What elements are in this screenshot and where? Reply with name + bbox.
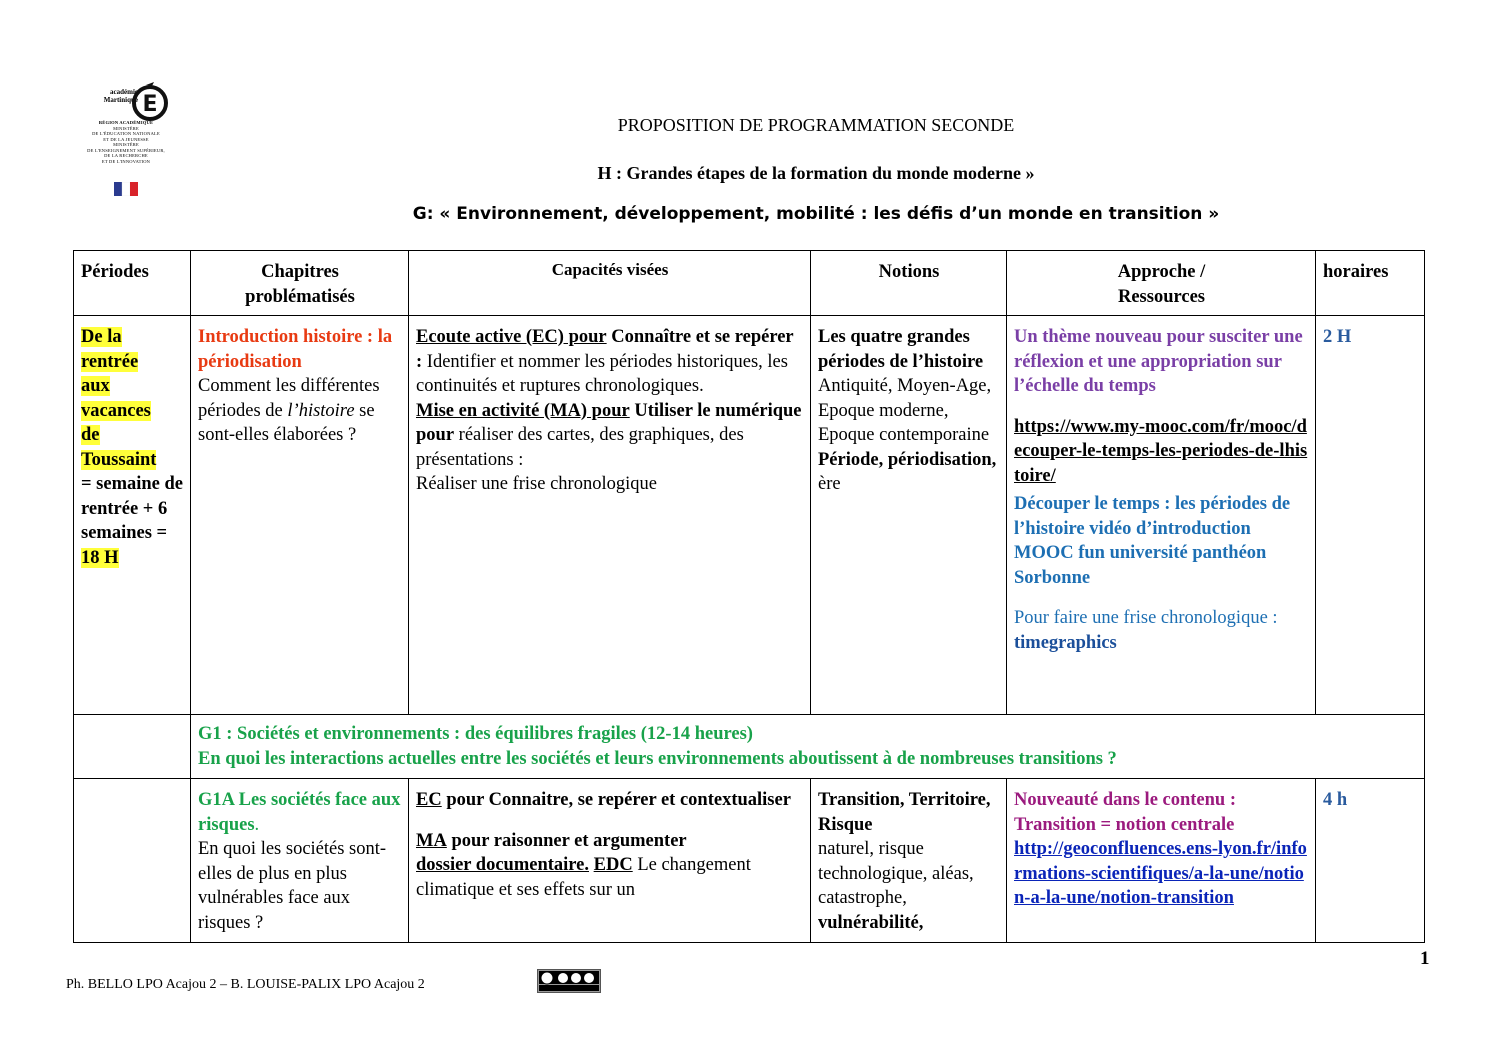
notions-key-terms: vulnérabilité, [818, 912, 924, 933]
cell-approche [1007, 316, 1316, 715]
french-flag-icon [114, 182, 138, 196]
header-periodes: Périodes [74, 251, 191, 316]
capacite-ec-goal: pour Connaitre, se repérer et contextualiser [446, 790, 791, 810]
header-approche-line1: Approche / [1117, 262, 1206, 282]
logo-region-label: RÉGION ACADÉMIQUE [98, 120, 154, 125]
cell-capacites [409, 779, 811, 943]
cell-capacites [409, 316, 811, 715]
periode-highlight: rentrée [81, 351, 139, 372]
capacite-ma-goal: pour raisonner et argumenter [451, 830, 687, 851]
capacite-ma-label: MA [416, 830, 447, 851]
mooc-link[interactable]: https://www.my-mooc.com/fr/mooc/decouper-le-temps-les-periodes-de-lhistoire/ [1014, 416, 1308, 486]
chapitre-title-end: . [254, 814, 260, 835]
periode-highlight: vacances [81, 400, 151, 421]
document-title: PROPOSITION DE PROGRAMMATION SECONDE [617, 115, 1015, 135]
logo-wordmark-line1: académie [110, 88, 138, 96]
history-theme-title: H : Grandes étapes de la formation du monde moderne » [597, 163, 1035, 183]
logo-ministry-line: ET DE L'INNOVATION [101, 158, 151, 164]
header-chapitres [191, 251, 409, 316]
theme-g1-question: En quoi les interactions actuelles entre les sociétés et leurs environnements aboutissent à de nombreuses transitions ? [198, 748, 1117, 769]
theme-g1-title: G1 : Sociétés et environnements : des équilibres fragiles (12-14 heures) [198, 724, 753, 744]
capacite-edc-text: Le changement climatique et ses effets sur un [416, 855, 751, 900]
cell-periode [74, 316, 191, 715]
header-approche [1007, 251, 1316, 316]
periode-duration: = semaine de rentrée + 6 semaines = [81, 474, 184, 543]
capacite-ma-goal: Utiliser le numérique pour [416, 400, 802, 445]
cell-horaires: 2 H [1316, 316, 1425, 715]
cell-theme-g1 [191, 715, 1425, 779]
cell-approche [1007, 779, 1316, 943]
header-chapitres-line2: problématisés [245, 286, 355, 307]
chapitre-question: En quoi les sociétés sont-elles de plus en plus vulnérables face aux risques ? [198, 839, 387, 933]
capacite-ma-label: Mise en activité (MA) pour [416, 400, 630, 421]
approche-intro: Un thème nouveau pour susciter une réflexion et une appropriation sur l’échelle du temps [1014, 327, 1303, 396]
capacite-ma-text: réaliser des cartes, des graphiques, des présentations : [416, 425, 744, 470]
cell-notions [811, 779, 1007, 943]
table-row-theme [74, 715, 1425, 779]
chapitre-title: G1A Les sociétés face aux risques [198, 790, 401, 835]
periode-highlight: De la [81, 327, 122, 347]
approche-frise [1014, 606, 1309, 655]
cell-notions [811, 316, 1007, 715]
header-approche-line2: Ressources [1117, 286, 1205, 307]
periode-total-hours: 18 H [81, 547, 119, 568]
capacite-ec-label: Ecoute active (EC) pour [416, 327, 607, 347]
cell-periode [74, 779, 191, 943]
chapitre-title: Introduction histoire : la périodisation [198, 327, 393, 372]
capacite-ec-label: EC [416, 790, 442, 810]
capacite-ec-goal: Connaître et se repérer : [416, 327, 794, 372]
capacite-edc-label: EDC [593, 855, 633, 875]
logo-ministry-line: DE L'ENSEIGNEMENT SUPÉRIEUR, [87, 147, 165, 153]
logo-ministry-line: ET DE LA JEUNESSE [103, 136, 149, 142]
periode-highlight: Toussaint [81, 449, 157, 470]
periode-highlight: de [81, 425, 100, 445]
approche-nouveaute: Nouveauté dans le contenu : Transition = notion centrale [1014, 790, 1237, 835]
logo-ministry-line: MINISTÈRE [113, 125, 139, 131]
capacite-frise: Réaliser une frise chronologique [416, 474, 657, 494]
approche-video: Découper le temps : les périodes de l’histoire vidéo d’introduction MOOC fun université panthéon Sorbonne [1014, 494, 1291, 588]
table-row [74, 779, 1425, 943]
geoconfluences-link[interactable]: http://geoconfluences.ens-lyon.fr/informations-scientifiques/a-la-une/notion-a-la-une/notion-transition [1014, 839, 1307, 908]
header-notions: Notions [811, 251, 1007, 316]
logo-ministry-line: DE L'ÉDUCATION NATIONALE [92, 131, 160, 136]
academy-logo [78, 82, 174, 202]
cell-chapitre [191, 779, 409, 943]
table-row [74, 316, 1425, 715]
header-capacites-label: Capacités visées [551, 260, 669, 279]
footer-authors: Ph. BELLO LPO Acajou 2 – B. LOUISE-PALIX LPO Acajou 2 [66, 977, 425, 992]
approche-frise-text: Pour faire une frise chronologique : [1014, 608, 1278, 628]
notions-key-terms: Période, périodisation, [818, 449, 997, 470]
page-number: 1 [1420, 948, 1430, 969]
table-header-row [74, 251, 1425, 316]
cell-horaires: 4 h [1316, 779, 1425, 943]
header-capacites [409, 251, 811, 316]
notions-end: ère [818, 474, 841, 494]
header-horaires: horaires [1316, 251, 1425, 316]
notions-list: naturel, risque technologique, aléas, catastrophe, [818, 839, 974, 908]
chapitre-question-italic: l’histoire [287, 400, 355, 421]
cell-chapitre [191, 316, 409, 715]
chapitre-question: Comment les différentes périodes de [198, 376, 380, 421]
logo-ministry-line: DE LA RECHERCHE [104, 153, 148, 158]
creative-commons-license-icon[interactable] [537, 969, 601, 993]
capacite-dossier: dossier documentaire. [416, 855, 590, 875]
logo-wordmark-line2: Martinique [103, 96, 138, 104]
chapitre-question-end: se sont-elles élaborées ? [198, 400, 375, 445]
timegraphics-tool: timegraphics [1014, 632, 1117, 653]
capacite-ec-text: Identifier et nommer les périodes historiques, les continuités et ruptures chronologiques. [416, 351, 788, 396]
geography-theme-title: G: « Environnement, développement, mobilité : les défis d’un monde en transition » [412, 204, 1220, 224]
notions-heading: Les quatre grandes périodes de l’histoire [818, 327, 984, 372]
header-chapitres-line1: Chapitres [261, 262, 339, 282]
notions-list: Antiquité, Moyen-Age, Epoque moderne, Epoque contemporaine [818, 376, 992, 445]
cell-empty [74, 715, 191, 779]
svg-text:E: E [142, 92, 158, 117]
periode-highlight: aux [81, 376, 110, 396]
logo-ministry-line: MINISTÈRE [113, 142, 139, 147]
notions-heading: Transition, Territoire, Risque [818, 790, 991, 835]
programming-table [73, 250, 1425, 943]
